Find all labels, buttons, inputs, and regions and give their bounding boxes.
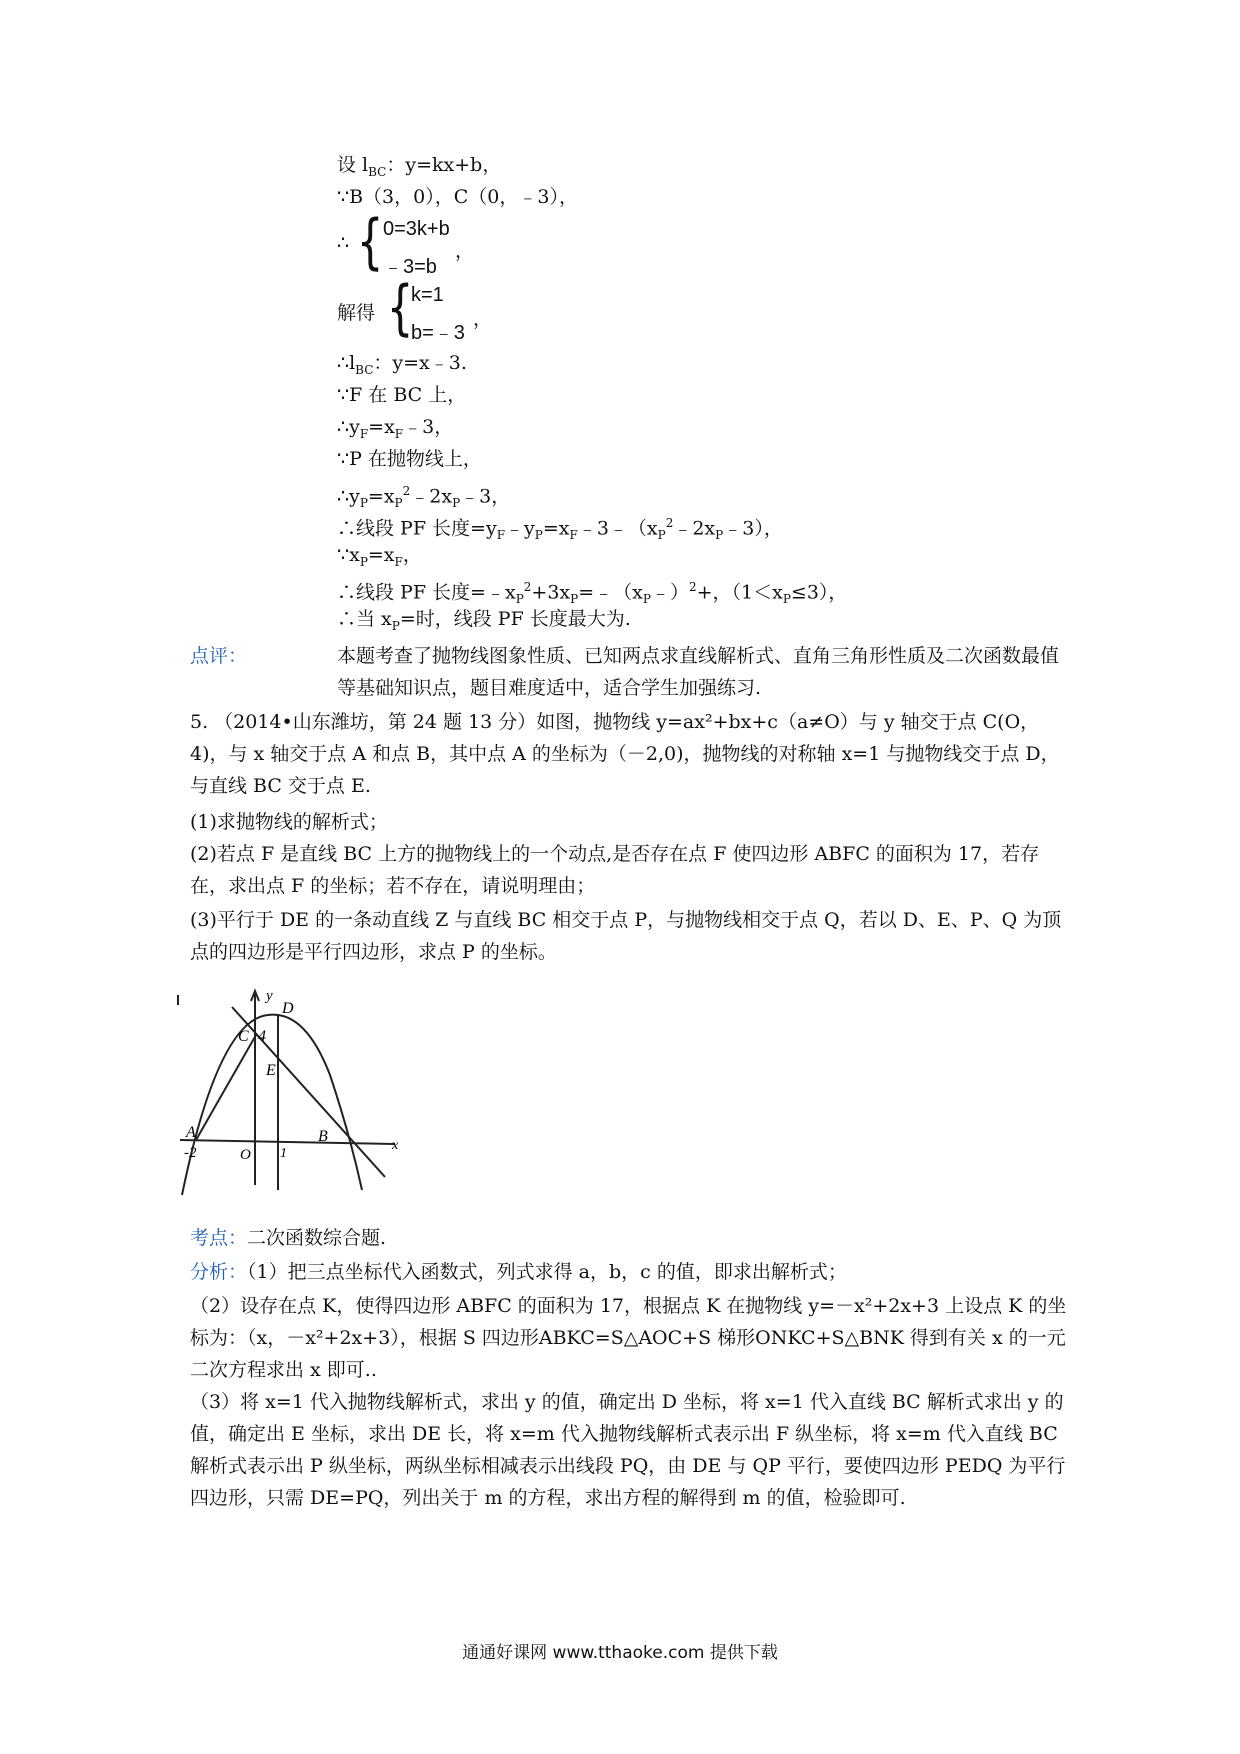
solution-line-11: $\because x_P=x_F$， bbox=[337, 544, 422, 569]
question-3: (3)平行于 DE 的一条动直线 Z 与直线 BC 相交于点 P，与抛物线相交于点 Q，若以 D、E、P、Q 为顶点的四边形是平行四边形，求点 P 的坐标。 bbox=[190, 909, 1062, 963]
kaodian-label: 考点： bbox=[190, 1227, 248, 1249]
solution-line-13: ∴当 $x_P=$时，线段 PF 长度最大为. bbox=[337, 608, 631, 633]
kaodian-line bbox=[190, 1222, 386, 1254]
x-axis-label: x bbox=[392, 1138, 399, 1153]
system-row: 0=3k+b bbox=[383, 218, 450, 240]
problem-statement: 5. （2014•山东潍坊，第 24 题 13 分）如图，抛物线 y=ax²+bx+c（a≠O）与 y 轴交于点 C(O，4)，与 x 轴交于点 A 和点 B，其中点 A 的坐标为（－2,0)，抛物线的对称轴 x=1 与抛物线交于点 D，与直线 BC 交于点 E. bbox=[190, 711, 1060, 797]
equation-system-1 bbox=[337, 207, 537, 278]
kaodian-text: 二次函数综合题. bbox=[247, 1227, 387, 1249]
system-row: b=﹣3 bbox=[411, 322, 465, 344]
line-ac bbox=[196, 1035, 256, 1140]
solve-label: 解得 bbox=[337, 302, 376, 324]
fenxi-text-3: （3）将 x=1 代入抛物线解析式，求出 y 的值，确定出 D 坐标，将 x=1 代入直线 BC 解析式求出 y 的值，确定出 E 坐标，求出 DE 长，将 x=m 代入抛物线解析式表示出 F 纵坐标，将 x=m 代入直线 BC 解析式表示出 P 纵坐标，两纵坐标相减表示出线段 PQ，由 DE 与 QP 平行，要使四边形 PEDQ 为平行四边形，只需 DE=PQ，列出关于 m 的方程，求出方程的解得到 m 的值，检验即可. bbox=[190, 1391, 1066, 1509]
comment-text: 本题考查了抛物线图象性质、已知两点求直线解析式、直角三角形性质及二次函数最值等基础知识点，题目难度适中，适合学生加强练习. bbox=[337, 645, 1060, 699]
brace-icon: { bbox=[356, 207, 384, 277]
point-d-label: D bbox=[282, 1000, 294, 1017]
solution-line-6: ∵F 在 BC 上， bbox=[337, 384, 467, 406]
fenxi-text-1: （1）把三点坐标代入函数式，列式求得 a，b，c 的值，即求出解析式； bbox=[247, 1261, 847, 1283]
solution-line-1: 设 $l_{BC}$：y=kx+b， bbox=[337, 154, 502, 179]
point-b-label: B bbox=[318, 1128, 328, 1145]
point-e-label: E bbox=[266, 1062, 276, 1079]
y-axis-label: y bbox=[266, 988, 273, 1004]
therefore-symbol: ∴ bbox=[337, 232, 350, 254]
solution-line-9: $\therefore y_P=x_P^2﹣2x_P﹣3$， bbox=[337, 484, 511, 511]
point-c-label: C bbox=[238, 1028, 249, 1045]
system-row: ﹣3=b bbox=[383, 256, 437, 278]
solution-line-12: ∴线段 PF 长度$=﹣x_P^2+3x_P=﹣(x_P﹣)^2+$，$(1<x_P\le 3)$， bbox=[337, 580, 848, 607]
comment-label: 点评： bbox=[190, 645, 248, 667]
page-footer: 通通好课网 www.tthaoke.com 提供下载 bbox=[462, 1643, 778, 1663]
fenxi-line-1 bbox=[190, 1256, 847, 1288]
origin-label: O bbox=[240, 1147, 251, 1163]
tick-label-4: 4 bbox=[258, 1028, 266, 1045]
question-2: (2)若点 F 是直线 BC 上方的抛物线上的一个动点,是否存在点 F 使四边形 ABFC 的面积为 17，若存在，求出点 F 的坐标；若不存在，请说明理由； bbox=[190, 843, 1040, 897]
equation-system-2 bbox=[337, 273, 537, 344]
tick-label-1: 1 bbox=[280, 1146, 287, 1161]
comma: ， bbox=[455, 240, 475, 262]
comma: ， bbox=[473, 308, 493, 330]
brace-icon: { bbox=[386, 273, 414, 343]
fenxi-text-2: （2）设存在点 K，使得四边形 ABFC 的面积为 17，根据点 K 在抛物线 y=－x²+2x+3 上设点 K 的坐标为：（x，－x²+2x+3），根据 S 四边形ABKC=S△AOC+S 梯形ONKC+S△BNK 得到有关 x 的一元二次方程求出 x 即可.. bbox=[190, 1295, 1067, 1381]
solution-line-5: $\therefore l_{BC}$：y=x﹣3. bbox=[337, 352, 467, 377]
parabola-curve bbox=[182, 1015, 362, 1195]
solution-line-7: $\therefore y_F=x_F﹣3$， bbox=[337, 416, 454, 441]
fenxi-label: 分析： bbox=[190, 1261, 248, 1283]
solution-line-2: ∵B（3，0），C（0，﹣3）， bbox=[337, 186, 578, 208]
point-a-label: A bbox=[186, 1124, 196, 1141]
tick-label-neg2: -2 bbox=[184, 1145, 197, 1161]
question-1: (1)求抛物线的解析式； bbox=[190, 811, 388, 833]
solution-line-10: ∴线段 PF 长度$=y_F﹣y_P=x_F﹣3﹣(x_P^2﹣2x_P﹣3)$， bbox=[337, 516, 783, 543]
parabola-figure bbox=[170, 985, 410, 1200]
system-row: k=1 bbox=[411, 284, 444, 306]
x-axis bbox=[180, 1140, 395, 1144]
solution-line-8: ∵P 在抛物线上， bbox=[337, 448, 482, 470]
